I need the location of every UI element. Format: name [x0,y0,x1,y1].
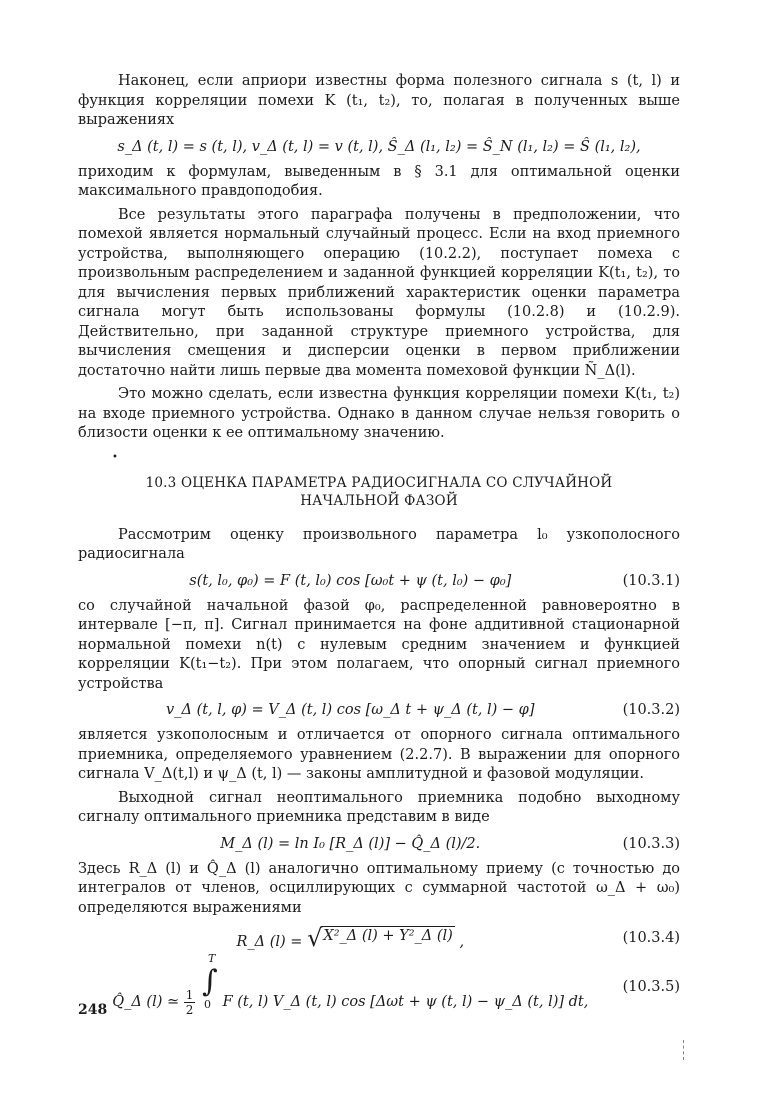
formula-substitution [78,139,680,155]
equation-10-3-4-number: (10.3.4) [622,930,680,946]
section-heading [78,474,680,510]
equation-10-3-4-tail: , [459,934,465,950]
radical-sign-icon: √ [307,924,323,952]
section-heading-line-1: 10.3 ОЦЕНКА ПАРАМЕТРА РАДИОСИГНАЛА СО СЛУЧАЙНОЙ [145,474,613,491]
paragraph-2: приходим к формулам, выведенным в § 3.1 для оптимальной оценки максимального правдоподобия. [78,163,680,199]
equation-10-3-3-number: (10.3.3) [622,835,680,852]
integral-lower-limit: 0 [203,998,211,1011]
section-heading-line-2: НАЧАЛЬНОЙ ФАЗОЙ [300,492,458,509]
fraction-denominator: 2 [185,1002,194,1017]
integral-sign [200,952,218,1011]
integral-icon: ∫ [201,964,218,999]
square-root [307,926,455,950]
paragraph-4: Это можно сделать, если известна функция корреляции помехи K(t₁, t₂) на входе приемного устройства. Однако в данном случае нельзя говорить о близости оценки к ее оптимальному значению. [78,386,680,441]
paragraph-7: является узкополосным и отличается от опорного сигнала оптимального приемника, определяемого уравнением (2.2.7). В выражении для опорного сигнала V_Δ(t,l) и ψ_Δ (t, l) — законы амплитудной и фазовой модуляции. [78,727,680,782]
equation-10-3-2-body: v_Δ (t, l, φ) = V_Δ (t, l) cos [ω_Δ t + ψ_Δ (t, l) − φ] [166,702,535,718]
page-content [78,72,680,1017]
page-number: 248 [78,1002,108,1018]
paragraph-6: со случайной начальной фазой φ₀, распределенной равновероятно в интервале [−π, π]. Сигнал принимается на фоне аддитивной стационарной нормальной помехи n(t) с нулевым средним значением и функцией корреляции K(t₁−t₂). При этом полагаем, что опорный сигнал приемного устройства [78,597,680,692]
equation-10-3-5 [78,952,680,1017]
equation-10-3-4 [78,926,680,950]
equation-10-3-2 [78,702,680,718]
equation-10-3-1 [78,573,680,589]
paragraph-9: Здесь R_Δ (l) и Q̂_Δ (l) аналогично оптимальному приему (с точностью до интегралов от членов, осциллирующих с суммарной частотой ω_Δ + ω₀) определяются выражениями [78,860,680,916]
integral-upper-limit: T [207,952,216,965]
equation-10-3-4-lhs: R_Δ (l) = [236,934,308,950]
equation-10-3-1-body: s(t, l₀, φ₀) = F (t, l₀) cos [ω₀t + ψ (t, l₀) − φ₀] [189,572,512,589]
equation-10-3-5-body [78,952,623,1017]
equation-10-3-3-body: M_Δ (l) = ln I₀ [R_Δ (l)] − Q̂_Δ (l)/2. [220,835,481,852]
equation-10-3-1-number: (10.3.1) [622,572,680,589]
equation-10-3-5-lhs: Q̂_Δ (l) ≃ [112,994,180,1010]
equation-10-3-3 [78,836,680,852]
paragraph-5: Рассмотрим оценку произвольного параметра l₀ узкополосного радиосигнала [78,526,680,562]
equation-10-3-4-body [78,926,623,950]
square-root-radicand: X²_Δ (l) + Y²_Δ (l) [323,928,453,944]
paragraph-1: Наконец, если априори известны форма полезного сигнала s (t, l) и функция корреляции помехи K (t₁, t₂), то, полагая в полученных выше выражениях [78,73,680,128]
paragraph-8: Выходной сигнал неоптимального приемника подобно выходному сигналу оптимального приемника представим в виде [78,789,680,825]
fraction-numerator: 1 [185,987,194,1002]
paragraph-3: Все результаты этого параграфа получены в предположении, что помехой является нормальный случайный процесс. Если на вход приемного устройства, выполняющего операцию (10.2.2), поступает помеха с произвольным распределением и заданной функцией корреляции K(t₁, t₂), то для вычисления первых приближений характеристик оценки параметра сигнала могут быть использованы формулы (10.2.8) и (10.2.9). Действительно, при заданной структуре приемного устройства, для вычисления смещения и дисперсии оценки в первом приближении достаточно найти лишь первые два момента помеховой функции Ñ_Δ(l). [78,206,680,379]
equation-10-3-5-integrand: F (t, l) V_Δ (t, l) cos [Δωt + ψ (t, l) − ψ_Δ (t, l)] dt, [222,994,589,1010]
equation-10-3-5-number: (10.3.5) [622,979,680,996]
equation-10-3-2-number: (10.3.2) [622,702,680,718]
margin-dot: • [112,452,118,463]
fraction-one-half [184,988,196,1017]
formula-substitution-text: s_Δ (t, l) = s (t, l), v_Δ (t, l) = v (t, l), Ŝ_Δ (l₁, l₂) = Ŝ_N (l₁, l₂) = Ŝ (l₁, l₂), [117,138,641,155]
margin-tick-mark [683,1040,685,1060]
